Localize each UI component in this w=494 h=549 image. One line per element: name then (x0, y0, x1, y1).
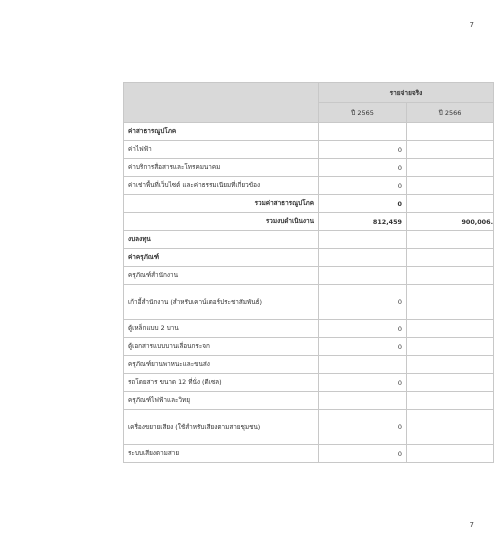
row-value-2565: 0 (319, 159, 407, 177)
row-value-2566 (407, 374, 494, 392)
row-label: งบลงทุน (124, 231, 319, 249)
row-label: ค่าบริการสื่อสารและโทรคมนาคม (124, 159, 319, 177)
row-label: ค่าเช่าพื้นที่เว็บไซต์ และค่าธรรมเนียมที่เกี่ยวข้อง (124, 177, 319, 195)
row-value-2565: 0 (319, 320, 407, 338)
row-value-2566 (407, 231, 494, 249)
row-label: รวมค่าสาธารณูปโภค (124, 195, 319, 213)
row-label: เก้าอี้สำนักงาน (สำหรับเคาน์เตอร์ประชาสัมพันธ์) (124, 285, 319, 320)
row-value-2565: 0 (319, 177, 407, 195)
row-label: รถโดยสาร ขนาด 12 ที่นั่ง (ดีเซล) (124, 374, 319, 392)
row-value-2566 (407, 338, 494, 356)
row-label: รวมงบดำเนินงาน (124, 213, 319, 231)
row-value-2565: 0 (319, 338, 407, 356)
row-label: ค่าไฟฟ้า (124, 141, 319, 159)
row-value-2566 (407, 123, 494, 141)
row-value-2565 (319, 249, 407, 267)
row-value-2565: 0 (319, 374, 407, 392)
row-value-2566 (407, 159, 494, 177)
row-value-2565 (319, 231, 407, 249)
table-row (124, 177, 494, 195)
row-label: ค่าครุภัณฑ์ (124, 249, 319, 267)
row-value-2565: 0 (319, 195, 407, 213)
row-label: เครื่องขยายเสียง (ใช้สำหรับเสียงตามสายชุมชน) (124, 410, 319, 445)
table-row (124, 285, 494, 320)
header-group-label: รายจ่ายจริง (319, 83, 494, 103)
table-row (124, 356, 494, 374)
table-row (124, 392, 494, 410)
row-value-2565: 0 (319, 285, 407, 320)
row-value-2566 (407, 195, 494, 213)
row-value-2566 (407, 445, 494, 463)
row-label: ตู้เอกสารแบบบานเลื่อนกระจก (124, 338, 319, 356)
row-value-2565 (319, 356, 407, 374)
table-row (124, 195, 494, 213)
row-value-2566 (407, 267, 494, 285)
row-value-2565: 0 (319, 445, 407, 463)
row-value-2566 (407, 356, 494, 374)
table-row (124, 249, 494, 267)
header-year-1: ปี 2565 (319, 103, 407, 123)
table-row (124, 141, 494, 159)
row-label: ครุภัณฑ์สำนักงาน (124, 267, 319, 285)
row-label: ครุภัณฑ์ไฟฟ้าและวิทยุ (124, 392, 319, 410)
row-value-2565: 0 (319, 141, 407, 159)
row-value-2566 (407, 177, 494, 195)
table-row (124, 374, 494, 392)
row-label: ระบบเสียงตามสาย (124, 445, 319, 463)
table-row (124, 410, 494, 445)
row-label: ตู้เหล็กแบบ 2 บาน (124, 320, 319, 338)
row-label: ครุภัณฑ์ยานพาหนะและขนส่ง (124, 356, 319, 374)
row-value-2566 (407, 392, 494, 410)
header-label-cell (124, 83, 319, 123)
row-value-2566: 900,006. (407, 213, 494, 231)
row-value-2566 (407, 285, 494, 320)
row-value-2566 (407, 410, 494, 445)
table-row (124, 213, 494, 231)
page-number-bottom: 7 (469, 521, 474, 529)
table-row (124, 445, 494, 463)
table-row (124, 231, 494, 249)
header-year-2: ปี 2566 (407, 103, 494, 123)
budget-table (123, 82, 494, 463)
page-number-top: 7 (469, 21, 474, 29)
row-value-2565 (319, 267, 407, 285)
row-value-2565 (319, 123, 407, 141)
table-row (124, 123, 494, 141)
row-value-2566 (407, 141, 494, 159)
table-row (124, 267, 494, 285)
table-row (124, 159, 494, 177)
row-label: ค่าสาธารณูปโภค (124, 123, 319, 141)
row-value-2565: 0 (319, 410, 407, 445)
table-row (124, 320, 494, 338)
row-value-2566 (407, 249, 494, 267)
row-value-2566 (407, 320, 494, 338)
row-value-2565 (319, 392, 407, 410)
table-row (124, 338, 494, 356)
row-value-2565: 812,459 (319, 213, 407, 231)
table-body (124, 123, 494, 463)
